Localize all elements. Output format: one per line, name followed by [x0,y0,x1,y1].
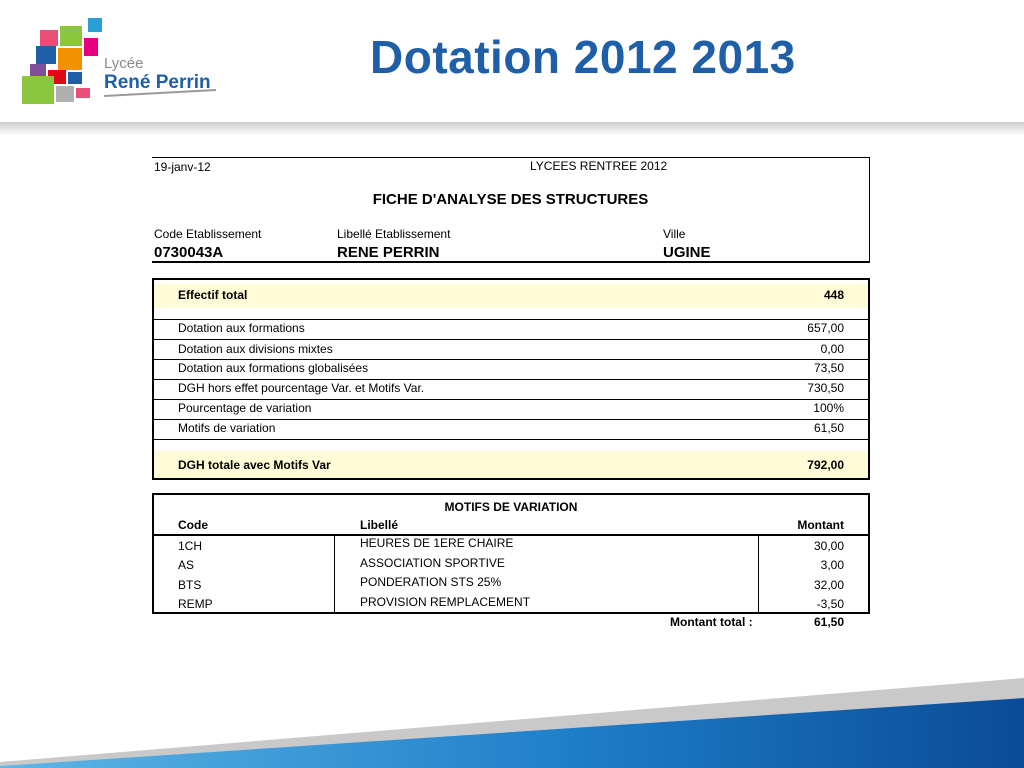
motifs-table [152,493,870,614]
dotation-row [154,380,868,400]
document-scan [124,136,902,636]
document-heading: FICHE D'ANALYSE DES STRUCTURES [372,191,649,208]
dotation-row-value: 61,50 [813,421,844,435]
dotation-row [154,420,868,440]
motif-code: REMP [178,597,213,611]
logo-line1: Lycée [104,55,144,72]
dgh-total-label: DGH totale avec Motifs Var [178,458,331,472]
motif-libelle: ASSOCIATION SPORTIVE [360,556,505,570]
motif-libelle: PONDERATION STS 25% [360,575,502,589]
motifs-title: MOTIFS DE VARIATION [444,500,578,514]
dotation-row-label: Motifs de variation [178,421,276,435]
motifs-header-code: Code [178,518,208,532]
lycee-rene-perrin-logo [18,16,223,108]
montant-total-label: Montant total : [670,615,753,629]
motifs-header-libelle: Libellé [360,518,399,532]
code-label: Code Etablissement [154,227,262,241]
dotation-row-value: 73,50 [813,361,844,375]
dotation-table [152,278,870,480]
dotation-row [154,360,868,380]
dotation-row-label: Dotation aux formations [178,321,305,335]
dotation-row-label: Pourcentage de variation [178,401,312,415]
footer-swoosh [0,678,1024,768]
montant-total-value: 61,50 [813,615,844,629]
code-value: 0730043A [154,244,224,261]
ville-value: UGINE [663,244,711,261]
dotation-row-label: Dotation aux divisions mixtes [178,342,333,356]
establishment-info [152,157,870,263]
dotation-row [154,319,868,340]
ville-label: Ville [663,227,686,241]
dotation-row-value: 100% [813,401,844,415]
motif-montant: 32,00 [813,578,844,592]
dotation-row [154,340,868,360]
motif-montant: 30,00 [813,539,844,553]
motif-libelle: PROVISION REMPLACEMENT [360,595,531,609]
header-divider [0,122,1024,136]
dotation-row-label: DGH hors effet pourcentage Var. et Motifs Var. [178,381,425,395]
dotation-row-value: 730,50 [807,381,844,395]
effectif-value: 448 [823,288,844,302]
motif-code: AS [178,558,195,572]
motif-montant: -3,50 [816,597,844,611]
effectif-row [154,284,868,308]
logo-line2: René Perrin [104,72,211,93]
motif-libelle: HEURES DE 1ERE CHAIRE [360,536,514,550]
motif-montant: 3,00 [820,558,844,572]
libelle-value: RENE PERRIN [337,244,440,261]
dotation-row [154,400,868,420]
dgh-total-row [154,451,868,478]
libelle-label: Libellé Etablissement [337,227,451,241]
motif-code: BTS [178,578,202,592]
motif-code: 1CH [178,539,203,553]
document-date: 19-janv-12 [154,160,211,174]
dotation-row-value: 0,00 [820,342,844,356]
rentree-label: LYCEES RENTREE 2012 [530,159,668,173]
effectif-label: Effectif total [178,288,248,302]
dotation-row-value: 657,00 [807,321,844,335]
dotation-row-label: Dotation aux formations globalisées [178,361,369,375]
page-title: Dotation 2012 2013 [370,31,796,83]
dgh-total-value: 792,00 [807,458,844,472]
motifs-header-montant: Montant [797,518,844,532]
